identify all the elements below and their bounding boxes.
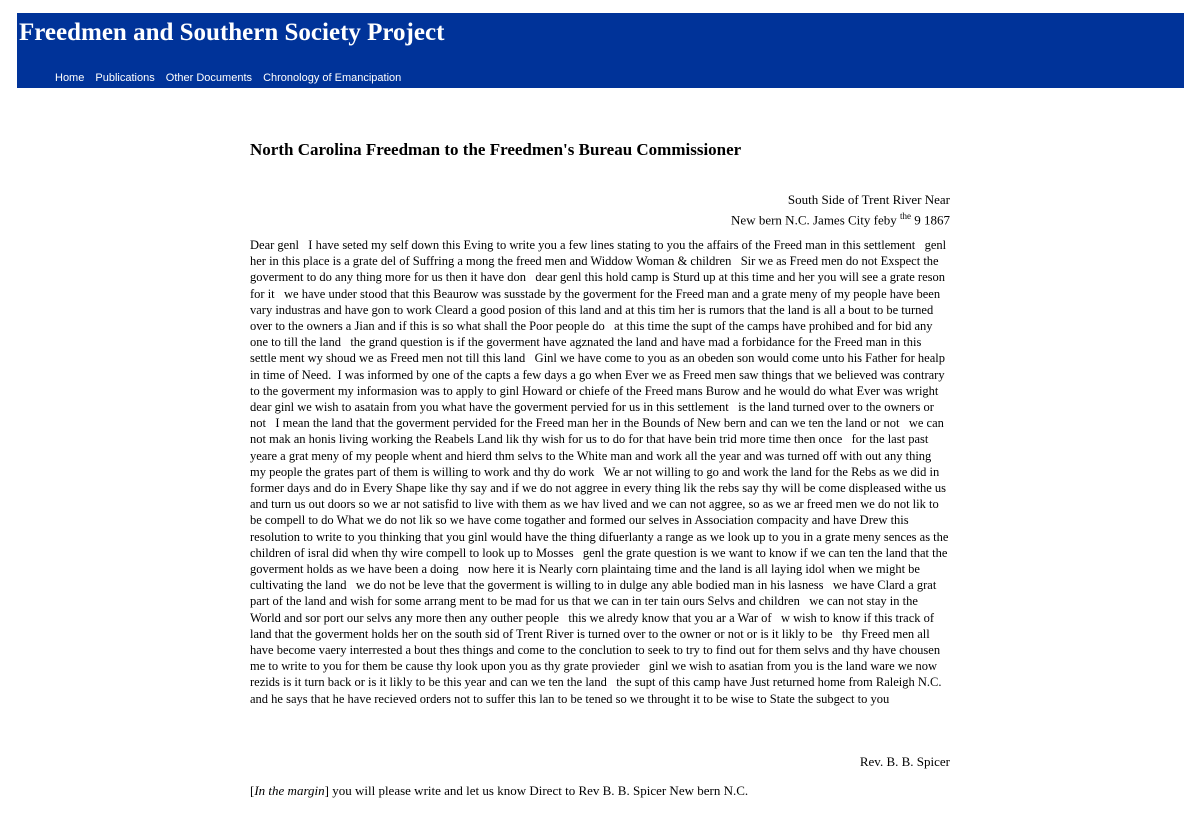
margin-note-label: In the margin (254, 783, 325, 798)
postscript (250, 783, 748, 799)
nav-chronology-link[interactable]: Chronology of Emancipation (263, 72, 402, 84)
postscript-text: ] you will please write and let us know Direct to Rev B. B. Spicer New bern N.C. (324, 783, 749, 798)
site-title: Freedmen and Southern Society Project (19, 19, 445, 46)
document (250, 140, 952, 798)
dateline-superscript: the (900, 211, 911, 221)
site-header (17, 13, 1184, 88)
nav-publications-link[interactable]: Publications (95, 72, 155, 84)
dateline (731, 192, 950, 228)
dateline-line2 (731, 208, 950, 228)
letter-body: Dear genl I have seted my self down this Eving to write you a few lines stating to you the affairs of the Freed man in this settlement genl her in this place is a grate del of Suffring a mong the freed men and Widdow Woman & children Sir we as Freed men do not Exspect the goverment to do any thing more for us then it have don dear genl this hold camp is Sturd up at this time and her you will see a grate reson for it we have under stood that this Beaurow was susstade by the goverment for the Freed man and a grate meny of my people have been vary industras and have gon to work Cleard a good posion of this land and at this tim her is rumors that the land is all a bout to be turned over to the owners a Jian and if this is so what shall the Poor people do at this time the supt of the camps have prohibed and for bid any one to till the land the grand question is if the goverment have agznated the land and have mad a forbidance for the Freed man in this settle ment wy shoud we as Freed men not till this land Ginl we have come to you as an obeden son would come unto his Father for healp in time of Need. I was informed by one of the capts a few days a go when Ever we as Freed men saw things that we believed was contrary to the goverment my informasion was to apply to ginl Howard or chiefe of the Freed mans Burow and he would do what Ever was wright dear ginl we wish to asatain from you what have the goverment pervied for us in this settlement is the land turned over to the owners or not I mean the land that the goverment pervided for the Freed man her in the Bounds of New bern and can we ten the land or not we can not mak an honis living working the Reabels Land lik thy wish for us to do for that have bein trid more time then once for the last past yeare a grat meny of my people whent and hierd thm selvs to the White man and work all the year and was turned off with out any thing my people the grates part of them is willing to work and thy do work We ar not willing to go and work the land for the Rebs as we did in former days and do in Every Shape like thy say and if we do not aggree in every thing lik the rebs say thy will be come displeased withe us and turn us out doors so we ar not satisfid to live with them as we hav lived and we can not aggree, so as we ar freed men we do not lik to be compell to do What we do not lik so we have come togather and formed our selves in Association compacity and have Drew this resolution to write to you thinking that you ginl would have the thing difuerlanty a range as we look up to you in a grate meny sences as the children of isral did when thy wire compell to look up to Mosses genl the grate question is we want to know if we can ten the land that the goverment holds as we have been a doing now here it is Nearly corn plaintaing time and the land is all laying idol when we might be cultivating the land we do not be leve that the goverment is willing to in dulge any able bodied man in his lasness we have Clard a grat part of the land and wish for some arrang ment to be mad for us that we can in ter tain ours Selvs and children we can not stay in the World and sor port our selvs any more then any outher people this we alredy know that you ar a War of w wish to know if this track of land that the goverment holds her on the south sid of Trent River is turned over to the owner or not or is it likly to be thy Freed men all have become vaery interrested a bout thes things and come to the conclution to seek to try to find out for them selvs and thy have chousen me to write to you for them be cause thy look upon you as thy grate provieder ginl we wish to asatian from you is the land ware we now rezids is it turn back or is it likly to be this year and can we ten the land the supt of this camp have Just returned home from Raleigh N.C. and he says that he have recieved orders not to suffer this lan to be tened so we throught it to be wise to State the subgect to you (250, 238, 952, 706)
document-title: North Carolina Freedman to the Freedmen's Bureau Commissioner (250, 140, 742, 159)
nav-other-documents-link[interactable]: Other Documents (165, 72, 252, 84)
postscript-bracket: [ (250, 783, 255, 798)
dateline-place-date: New bern N.C. James City feby (731, 212, 900, 228)
main-nav (55, 72, 409, 84)
nav-home-link[interactable]: Home (55, 72, 85, 84)
dateline-year: 9 1867 (911, 212, 950, 228)
dateline-line1: South Side of Trent River Near (787, 192, 950, 207)
signature: Rev. B. B. Spicer (859, 754, 950, 769)
